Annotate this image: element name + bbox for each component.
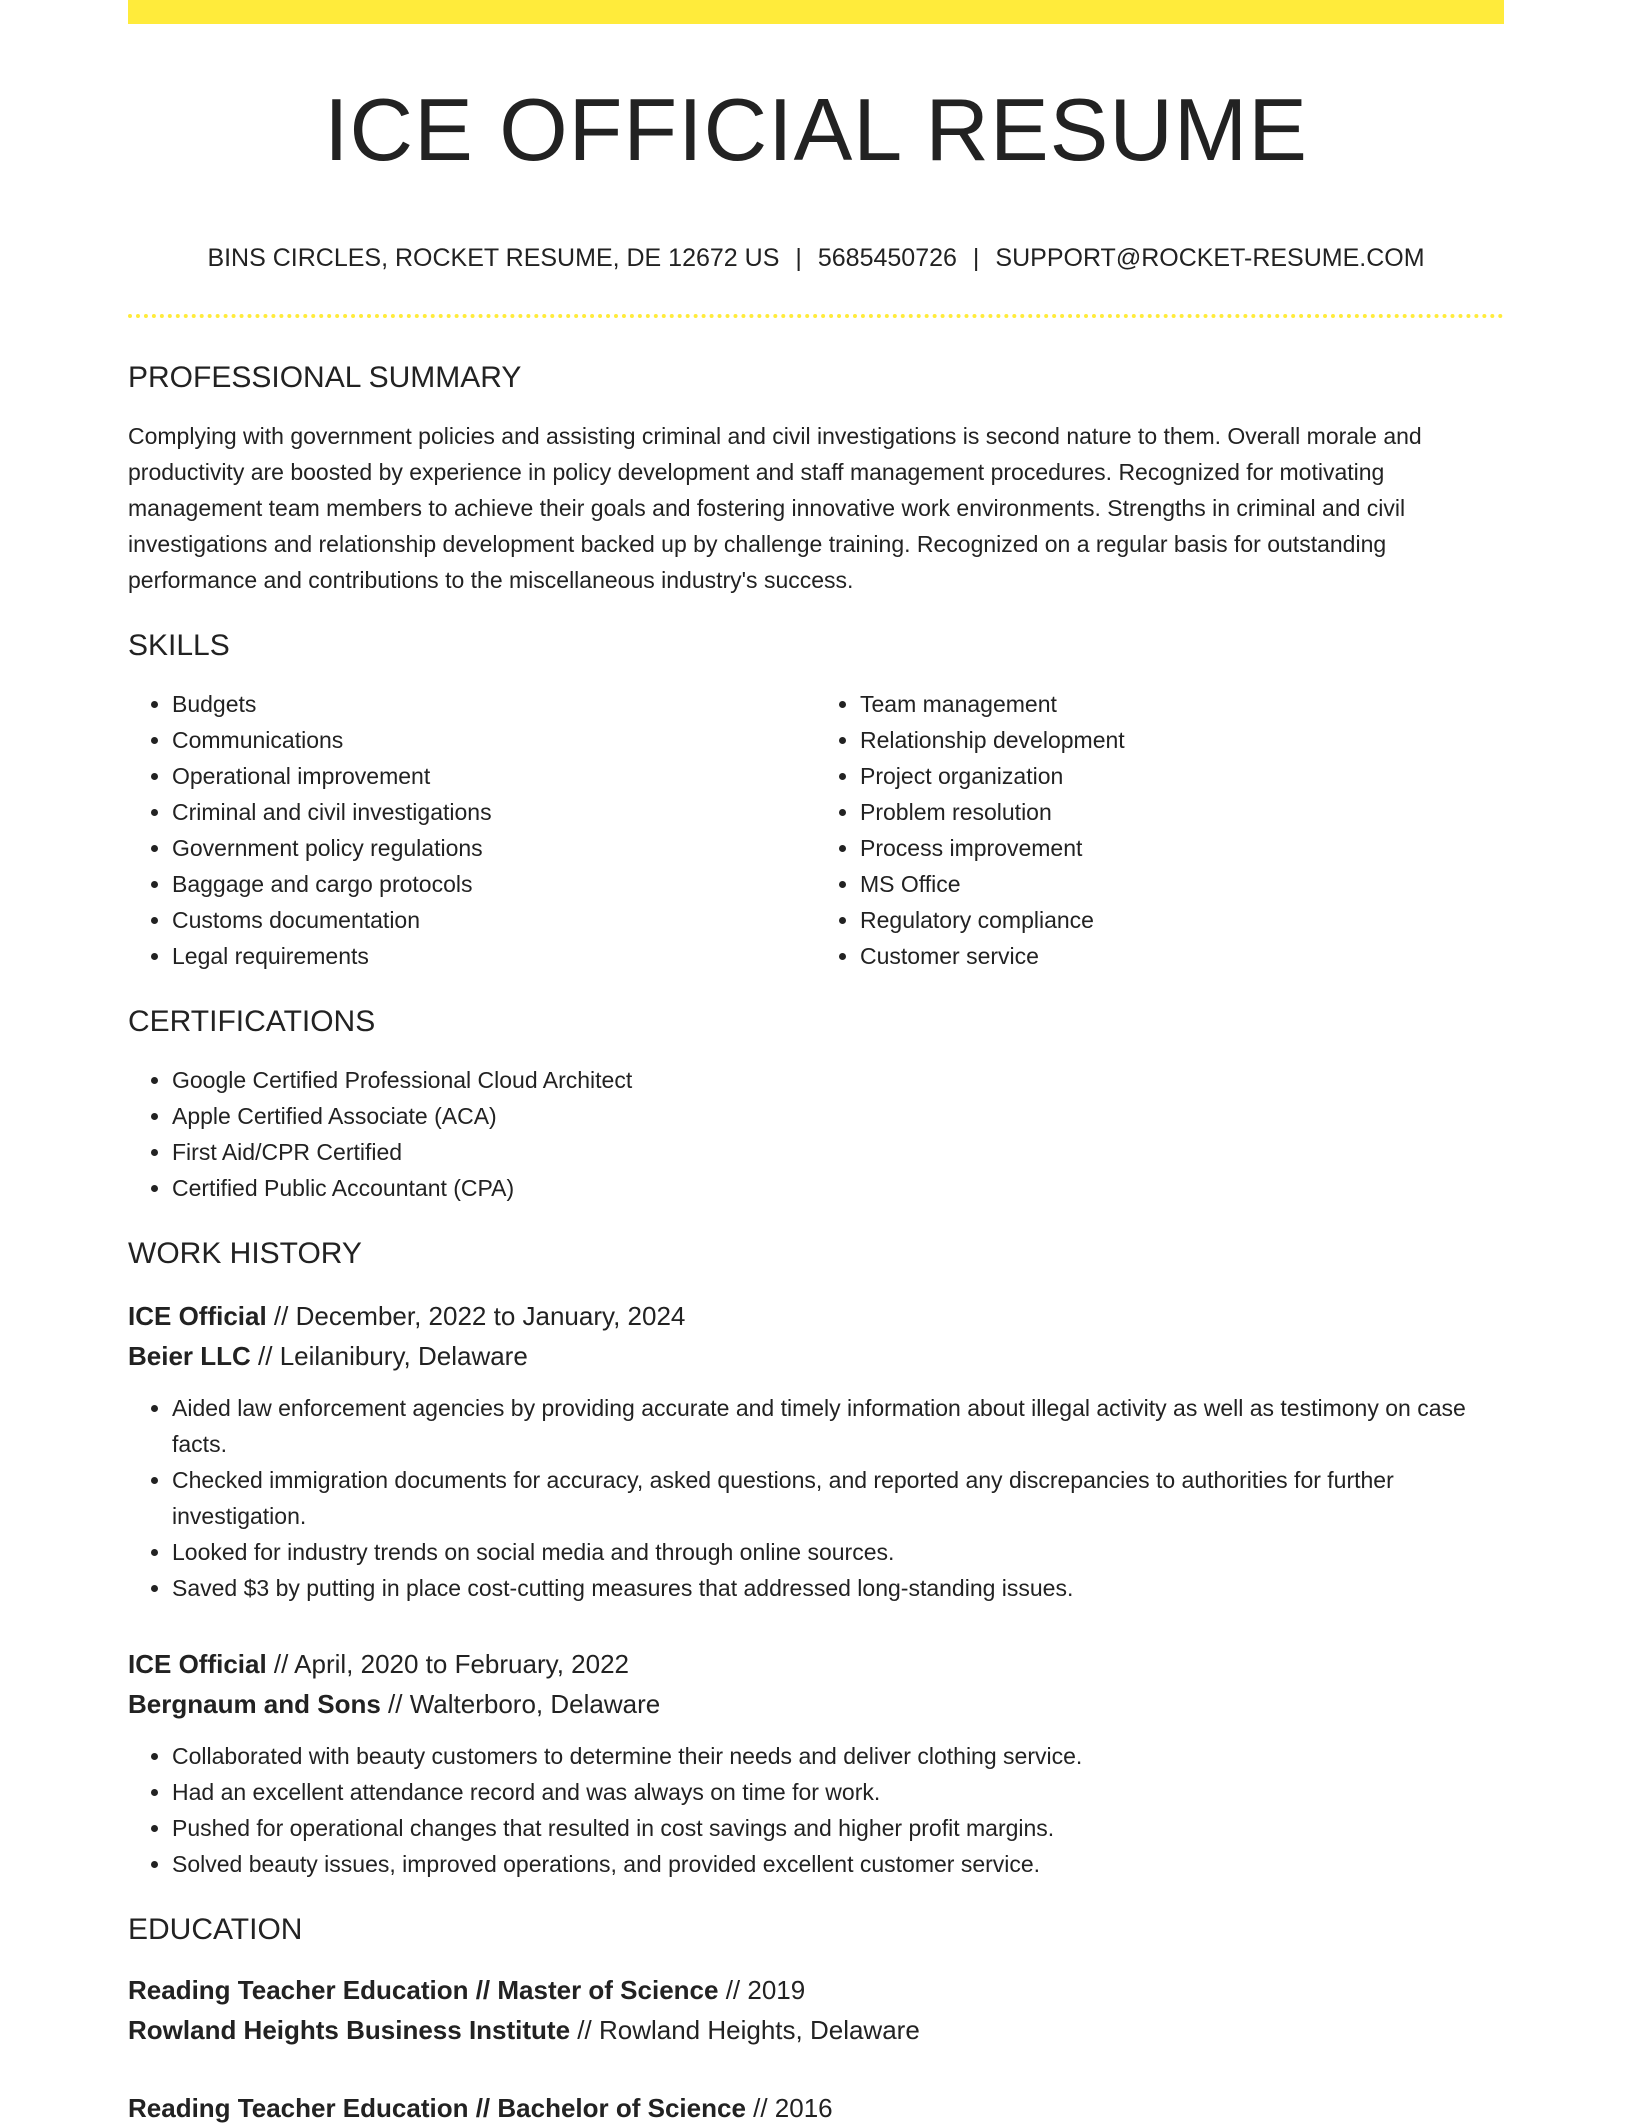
job-title: ICE Official (128, 1649, 267, 1679)
certification-item: • Certified Public Accountant (CPA) (172, 1170, 1504, 1206)
job-bullet: • Aided law enforcement agencies by providing accurate and timely information about illegal activity as well as testimony on case facts. (172, 1390, 1504, 1462)
job-entry (128, 1644, 1504, 1882)
job-company: Beier LLC (128, 1341, 251, 1371)
skill-item: • Team management (860, 686, 1504, 722)
skill-item: • Project organization (860, 758, 1504, 794)
skills-list-right (816, 686, 1504, 974)
certification-item: • First Aid/CPR Certified (172, 1134, 1504, 1170)
job-title-line (128, 1644, 1504, 1684)
skill-item: • Regulatory compliance (860, 902, 1504, 938)
education-year: // 2016 (745, 2093, 833, 2123)
education-degree-line (128, 2088, 1504, 2128)
certifications-heading: CERTIFICATIONS (128, 1005, 376, 1038)
job-company-line (128, 1336, 1504, 1376)
job-header (128, 1296, 1504, 1376)
education-school: Rowland Heights Business Institute (128, 2015, 571, 2045)
job-company: Bergnaum and Sons (128, 1689, 381, 1719)
summary-section (128, 360, 1504, 598)
skill-item: • Budgets (172, 686, 816, 722)
job-company-line (128, 1684, 1504, 1724)
top-accent-bar (128, 0, 1504, 24)
job-bullets (128, 1390, 1504, 1606)
job-location: // Leilanibury, Delaware (250, 1341, 528, 1371)
dotted-divider (128, 314, 1504, 318)
job-dates: // December, 2022 to January, 2024 (266, 1301, 686, 1331)
work-history-section (128, 1236, 1504, 1882)
job-bullet: • Looked for industry trends on social media and through online sources. (172, 1534, 1504, 1570)
skill-item: • Relationship development (860, 722, 1504, 758)
certification-item: • Apple Certified Associate (ACA) (172, 1098, 1504, 1134)
contact-address: BINS CIRCLES, ROCKET RESUME, DE 12672 US (207, 244, 780, 272)
skill-item: • MS Office (860, 866, 1504, 902)
job-bullets (128, 1738, 1504, 1882)
education-header (128, 2088, 1504, 2128)
job-bullet: • Saved $3 by putting in place cost-cutting measures that addressed long-standing issues. (172, 1570, 1504, 1606)
skill-item: • Baggage and cargo protocols (172, 866, 816, 902)
education-year: // 2019 (718, 1975, 806, 2005)
skill-item: • Government policy regulations (172, 830, 816, 866)
job-title-line (128, 1296, 1504, 1336)
skills-heading: SKILLS (128, 629, 230, 662)
skill-item: • Customs documentation (172, 902, 816, 938)
job-bullet: • Checked immigration documents for accuracy, asked questions, and reported any discrepancies to authorities for further investigation. (172, 1462, 1504, 1534)
summary-text: Complying with government policies and assisting criminal and civil investigations is second nature to them. Overall morale and productivity are boosted by experience in policy development and staff management procedures. Recognized for motivating management team members to achieve their goals and fostering innovative work environments. Strengths in criminal and civil investigations and relationship development backed up by challenge training. Recognized on a regular basis for outstanding performance and contributions to the miscellaneous industry's success. (128, 423, 1422, 593)
education-degree: Reading Teacher Education // Master of Science (128, 1975, 719, 2005)
skill-item: • Communications (172, 722, 816, 758)
job-header (128, 1644, 1504, 1724)
job-entry (128, 1296, 1504, 1606)
contact-separator: | (795, 244, 802, 272)
education-header (128, 1970, 1504, 2050)
education-school-line (128, 2010, 1504, 2050)
job-bullet: • Had an excellent attendance record and was always on time for work. (172, 1774, 1504, 1810)
contact-separator: | (972, 244, 980, 272)
job-title: ICE Official (128, 1301, 267, 1331)
education-degree: Reading Teacher Education // Bachelor of Science (128, 2093, 746, 2123)
education-section (128, 1912, 1504, 2128)
job-bullet: • Pushed for operational changes that resulted in cost savings and higher profit margins. (172, 1810, 1504, 1846)
job-dates: // April, 2020 to February, 2022 (266, 1649, 629, 1679)
resume-title: ICE OFFICIAL RESUME (324, 80, 1308, 179)
skill-item: • Criminal and civil investigations (172, 794, 816, 830)
education-entry (128, 1970, 1504, 2050)
certifications-list (128, 1062, 1504, 1206)
skills-columns (128, 686, 1504, 974)
contact-line (128, 242, 1504, 274)
job-location: // Walterboro, Delaware (380, 1689, 661, 1719)
skill-item: • Customer service (860, 938, 1504, 974)
education-heading: EDUCATION (128, 1913, 303, 1946)
resume-page (128, 0, 1504, 2128)
skills-section (128, 628, 1504, 974)
summary-heading: PROFESSIONAL SUMMARY (128, 361, 522, 394)
skill-item: • Process improvement (860, 830, 1504, 866)
certification-item: • Google Certified Professional Cloud Architect (172, 1062, 1504, 1098)
work-history-heading: WORK HISTORY (128, 1237, 362, 1270)
education-location: // Rowland Heights, Delaware (570, 2015, 920, 2045)
skill-item: • Legal requirements (172, 938, 816, 974)
education-entry (128, 2088, 1504, 2128)
contact-phone: 5685450726 (817, 244, 957, 272)
skill-item: • Problem resolution (860, 794, 1504, 830)
job-bullet: • Solved beauty issues, improved operations, and provided excellent customer service. (172, 1846, 1504, 1882)
job-bullet: • Collaborated with beauty customers to determine their needs and deliver clothing service. (172, 1738, 1504, 1774)
education-degree-line (128, 1970, 1504, 2010)
contact-email: SUPPORT@ROCKET-RESUME.COM (995, 244, 1425, 272)
skill-item: • Operational improvement (172, 758, 816, 794)
skills-list-left (128, 686, 816, 974)
certifications-section (128, 1004, 1504, 1206)
